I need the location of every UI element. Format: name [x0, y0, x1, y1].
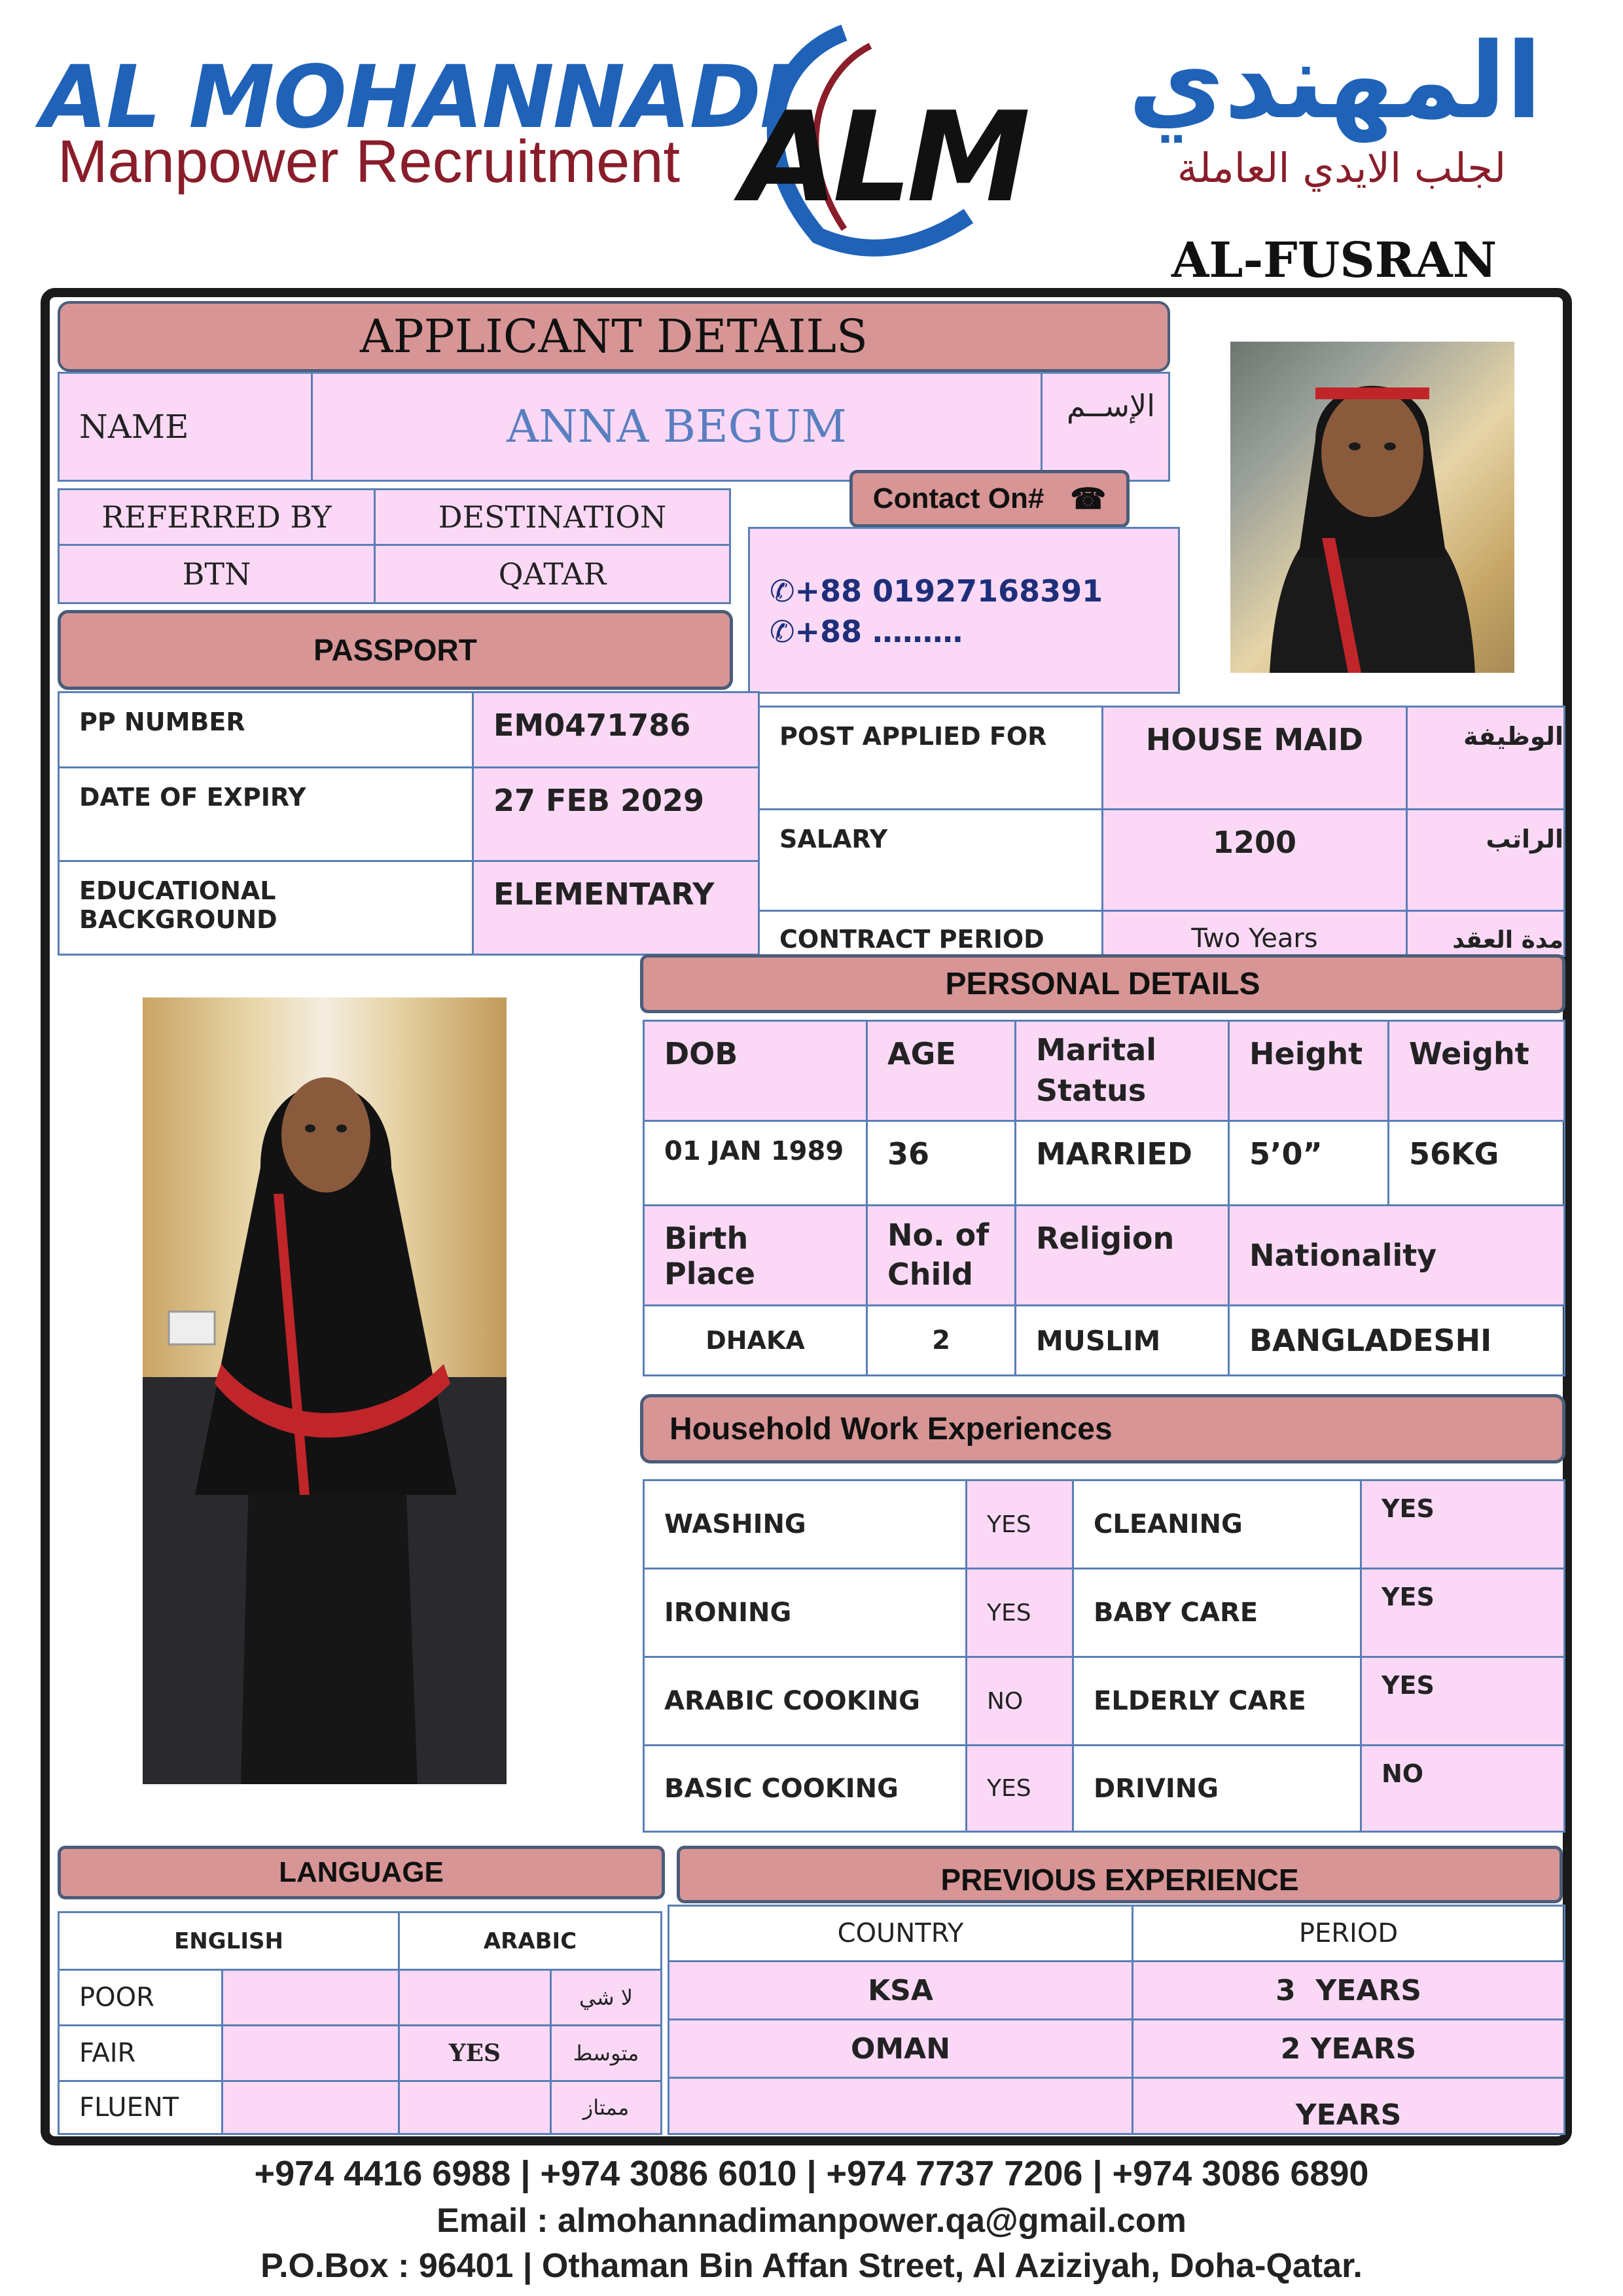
language-row-poor-english [221, 1969, 400, 2026]
salary-label-ar-text: الراتب [1486, 825, 1563, 853]
contact-label-band [849, 470, 1130, 528]
fair-label-ar-text: متوسط [573, 2041, 639, 2066]
language-row-poor-label-ar [550, 1969, 662, 2026]
contact-label-text: Contact On# [872, 482, 1044, 514]
referred-by-value-text: BTN [182, 556, 251, 592]
period-header-text: PERIOD [1298, 1918, 1399, 1948]
name-label-text: NAME [79, 408, 189, 446]
household-row-cleaning-value [1360, 1479, 1565, 1570]
country-header-text: COUNTRY [837, 1918, 964, 1948]
previous-country-2-text: OMAN [850, 2032, 951, 2066]
salary-label [758, 808, 1103, 912]
children-value-text: 2 [932, 1325, 950, 1355]
elderly-care-label-text: ELDERLY CARE [1094, 1686, 1306, 1716]
height-value-text: 5’0” [1249, 1136, 1323, 1172]
fluent-label-text: FLUENT [79, 2092, 179, 2123]
brand-tagline-en: Manpower Recruitment [58, 128, 681, 195]
household-row-ironing-label [643, 1568, 967, 1658]
phone-icon: ☎ [1070, 482, 1107, 515]
alm-logo [720, 20, 1047, 262]
arabic-cooking-label-text: ARABIC COOKING [664, 1686, 920, 1716]
footer-address: P.O.Box : 96401 | Othaman Bin Affan Street, Al Aziziyah, Doha-Qatar. [260, 2247, 1363, 2285]
birthplace-value [643, 1304, 868, 1376]
applicant-full-photo [143, 997, 507, 1784]
salary-label-text: SALARY [779, 825, 888, 853]
previous-experience-table [668, 1905, 1565, 2135]
post-value-text: HOUSE MAID [1145, 722, 1364, 757]
marital-label-text: Marital Status [1036, 1032, 1157, 1108]
expiry-label [58, 766, 474, 862]
language-row-fluent-arabic [398, 2080, 552, 2135]
babycare-value-text: YES [1382, 1583, 1435, 1611]
age-value [866, 1120, 1016, 1206]
children-value [866, 1304, 1016, 1376]
birthplace-label [643, 1204, 868, 1306]
country-header [668, 1905, 1133, 1962]
name-label-ar [1041, 372, 1170, 482]
destination-label-text: DESTINATION [438, 499, 667, 535]
arabic-header [398, 1911, 662, 1971]
religion-label-text: Religion [1036, 1221, 1175, 1256]
salary-value [1101, 808, 1408, 912]
arabic-header-text: ARABIC [483, 1928, 577, 1954]
expiry-label-text: DATE OF EXPIRY [79, 783, 306, 812]
language-row-fair-english [221, 2024, 400, 2082]
previous-title-text: PREVIOUS EXPERIENCE [940, 1863, 1299, 1897]
dob-label [643, 1020, 868, 1122]
expiry-value-text: 27 FEB 2029 [493, 783, 704, 818]
ironing-value-text: YES [987, 1599, 1031, 1626]
brand-tagline-ar: لجلب الايدي العاملة [1177, 144, 1507, 192]
birthplace-label-text: Birth Place [664, 1221, 755, 1291]
pp-number-value [472, 691, 760, 768]
language-table [58, 1911, 662, 2135]
name-label-ar-text: الإســم [1066, 388, 1155, 423]
applicant-details-title: APPLICANT DETAILS [58, 301, 1170, 372]
age-label-text: AGE [887, 1036, 956, 1071]
previous-row-period [1132, 2018, 1565, 2079]
previous-country-1-text: KSA [868, 1973, 933, 2007]
babycare-label-text: BABY CARE [1094, 1598, 1258, 1628]
personal-details-title: PERSONAL DETAILS [640, 954, 1565, 1013]
weight-value-text: 56KG [1409, 1136, 1499, 1172]
marital-value [1014, 1120, 1230, 1206]
household-row-cleaning-label [1072, 1479, 1362, 1570]
name-value [311, 372, 1043, 482]
household-row-basic-cooking-label [643, 1744, 967, 1833]
household-row-driving-value [1360, 1744, 1565, 1833]
elderly-care-value-text: YES [1382, 1671, 1435, 1700]
birthplace-value-text: DHAKA [705, 1326, 805, 1355]
language-row-fair-label [58, 2024, 223, 2082]
household-row-elderly-care-label [1072, 1656, 1362, 1746]
household-row-washing-label [643, 1479, 967, 1570]
passport-title: PASSPORT [58, 610, 733, 690]
contact-phone-2[interactable]: ✆+88 ……… [770, 614, 963, 649]
weight-label-text: Weight [1409, 1036, 1529, 1071]
dob-label-text: DOB [664, 1036, 738, 1071]
age-value-text: 36 [887, 1136, 930, 1172]
washing-label-text: WASHING [664, 1509, 806, 1539]
previous-row-country [668, 2077, 1133, 2135]
contract-value-text: Two Years [1191, 924, 1318, 954]
contract-label-ar [1406, 910, 1565, 957]
language-row-poor-label [58, 1969, 223, 2026]
contract-value [1101, 910, 1408, 957]
weight-label [1387, 1020, 1565, 1122]
household-title [640, 1394, 1565, 1463]
household-title-text: Household Work Experiences [669, 1411, 1113, 1446]
contact-phone-1[interactable]: ✆+88 01927168391 [770, 573, 1103, 609]
previous-row-country [668, 2018, 1133, 2079]
referred-by-label [58, 488, 376, 546]
previous-experience-title [677, 1846, 1563, 1903]
cleaning-value-text: YES [1382, 1494, 1435, 1523]
brand-name-en: AL MOHANNADI [41, 47, 791, 148]
post-label-ar [1406, 706, 1565, 810]
post-value [1101, 706, 1408, 810]
previous-period-2-text: 2 YEARS [1280, 2032, 1417, 2066]
driving-label-text: DRIVING [1094, 1773, 1219, 1804]
marital-label [1014, 1020, 1230, 1122]
language-row-fluent-english [221, 2080, 400, 2135]
household-row-driving-label [1072, 1744, 1362, 1833]
age-label [866, 1020, 1016, 1122]
language-title: LANGUAGE [58, 1846, 665, 1899]
applicant-portrait-photo [1230, 342, 1514, 673]
salary-label-ar [1406, 808, 1565, 912]
branch-name: AL-FUSRAN [1171, 232, 1497, 289]
dob-value [643, 1120, 868, 1206]
height-label [1228, 1020, 1389, 1122]
name-label [58, 372, 313, 482]
contract-label-ar-text: مدة العقد [1452, 927, 1563, 954]
nationality-value [1228, 1304, 1565, 1376]
nationality-value-text: BANGLADESHI [1249, 1323, 1492, 1358]
previous-row-period [1132, 2077, 1565, 2135]
contact-box [748, 527, 1180, 694]
previous-row-period [1132, 1960, 1565, 2020]
referred-by-value [58, 544, 376, 604]
ironing-label-text: IRONING [664, 1598, 792, 1628]
poor-label-ar-text: لا شي [579, 1985, 633, 2010]
name-value-text: ANNA BEGUM [507, 401, 847, 453]
cleaning-label-text: CLEANING [1094, 1509, 1243, 1539]
household-row-babycare-label [1072, 1568, 1362, 1658]
portrait-figure-icon [1230, 342, 1514, 673]
household-row-washing-value [965, 1479, 1074, 1570]
nationality-label-text: Nationality [1249, 1238, 1437, 1273]
height-label-text: Height [1249, 1036, 1363, 1071]
previous-row-country [668, 1960, 1133, 2020]
household-row-basic-cooking-value [965, 1744, 1074, 1833]
footer-phones: +974 4416 6988 | +974 3086 6010 | +974 7737 7206 | +974 3086 6890 [254, 2154, 1369, 2193]
contract-label-text: CONTRACT PERIOD [779, 925, 1044, 954]
salary-value-text: 1200 [1212, 825, 1297, 860]
destination-value [374, 544, 731, 604]
washing-value-text: YES [987, 1511, 1031, 1538]
language-row-fluent-label-ar [550, 2080, 662, 2135]
post-label-ar-text: الوظيفة [1463, 722, 1563, 751]
brand-name-ar: المهندي [1128, 20, 1543, 142]
household-table [643, 1479, 1565, 1833]
nationality-label [1228, 1204, 1565, 1306]
driving-value-text: NO [1382, 1759, 1424, 1788]
previous-period-3-text: YEARS [1295, 2098, 1402, 2132]
children-label [866, 1204, 1016, 1306]
post-label-text: POST APPLIED FOR [779, 722, 1047, 751]
education-label-text: EDUCATIONAL BACKGROUND [79, 876, 277, 934]
language-row-fair-arabic [398, 2024, 552, 2082]
arabic-cooking-value-text: NO [987, 1687, 1024, 1715]
dob-value-text: 01 JAN 1989 [664, 1136, 844, 1166]
height-value [1228, 1120, 1389, 1206]
weight-value [1387, 1120, 1565, 1206]
destination-label [374, 488, 731, 546]
language-row-fair-label-ar [550, 2024, 662, 2082]
expiry-value [472, 766, 760, 862]
religion-value-text: MUSLIM [1036, 1324, 1161, 1357]
education-value-text: ELEMENTARY [493, 876, 715, 912]
post-label [758, 706, 1103, 810]
fluent-label-ar-text: ممتاز [582, 2095, 630, 2120]
education-value [472, 860, 760, 956]
education-label [58, 860, 474, 956]
household-row-ironing-value [965, 1568, 1074, 1658]
fair-label-text: FAIR [79, 2038, 136, 2068]
fair-arabic-text: YES [448, 2039, 501, 2067]
period-header [1132, 1905, 1565, 1962]
household-row-elderly-care-value [1360, 1656, 1565, 1746]
contract-label [758, 910, 1103, 957]
english-header [58, 1911, 400, 1971]
children-label-text: No. of Child [887, 1217, 990, 1292]
pp-number-value-text: EM0471786 [493, 708, 691, 743]
footer-email[interactable]: Email : almohannadimanpower.qa@gmail.com [437, 2202, 1186, 2240]
religion-value [1014, 1304, 1230, 1376]
full-figure-icon [143, 997, 507, 1784]
pp-number-label [58, 691, 474, 768]
language-row-poor-arabic [398, 1969, 552, 2026]
household-row-babycare-value [1360, 1568, 1565, 1658]
marital-value-text: MARRIED [1036, 1136, 1192, 1172]
referred-by-label-text: REFERRED BY [101, 499, 332, 535]
previous-period-1-text: 3 YEARS [1275, 1973, 1421, 2007]
language-row-fluent-label [58, 2080, 223, 2135]
destination-value-text: QATAR [498, 556, 607, 592]
basic-cooking-label-text: BASIC COOKING [664, 1773, 899, 1804]
basic-cooking-value-text: YES [987, 1775, 1031, 1802]
poor-label-text: POOR [79, 1982, 154, 2013]
pp-number-label-text: PP NUMBER [79, 708, 245, 736]
english-header-text: ENGLISH [174, 1928, 283, 1954]
religion-label [1014, 1204, 1230, 1306]
alm-logo-text: ALM [741, 85, 1026, 230]
household-row-arabic-cooking-label [643, 1656, 967, 1746]
household-row-arabic-cooking-value [965, 1656, 1074, 1746]
